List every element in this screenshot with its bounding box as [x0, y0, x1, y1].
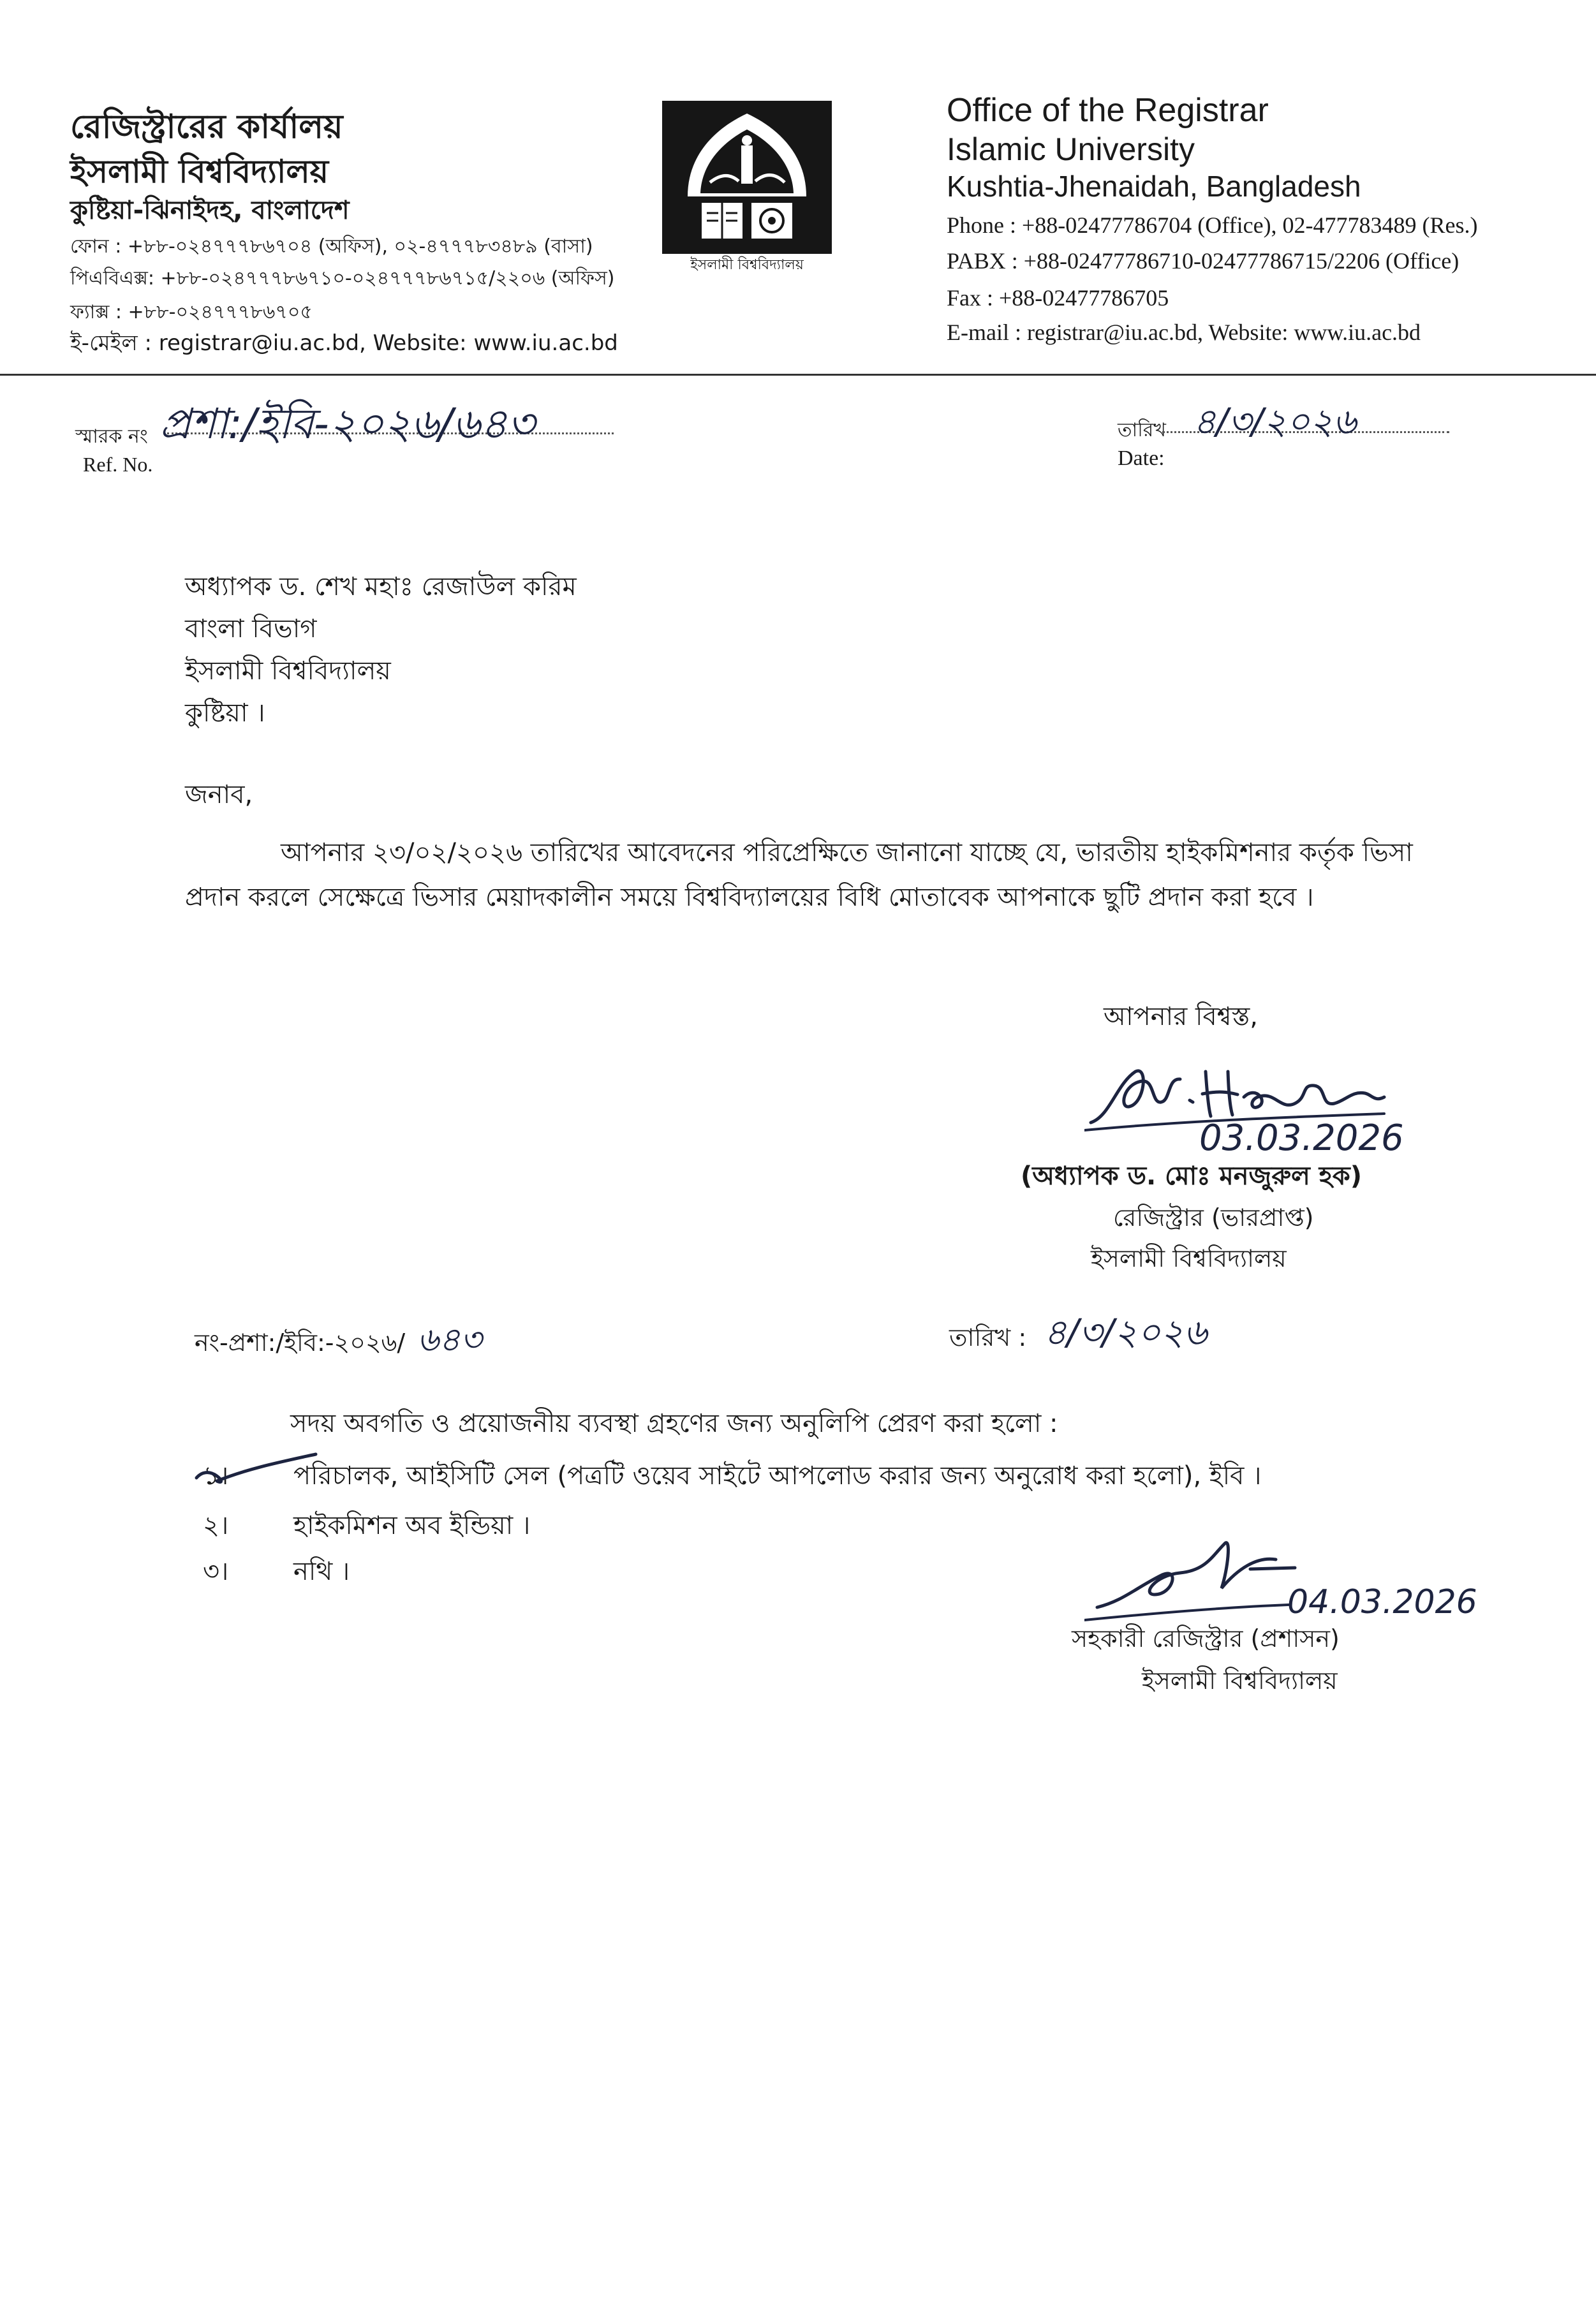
header-university-en: Islamic University — [947, 131, 1195, 167]
date-label-bn: তারিখ — [1118, 419, 1166, 441]
university-emblem-icon — [662, 101, 832, 254]
asst-registrar-designation: সহকারী রেজিস্ট্রার (প্রশাসন) — [1072, 1625, 1340, 1653]
logo-caption: ইসলামী বিশ্ববিদ্যালয় — [690, 257, 804, 273]
recipient-city: কুষ্টিয়া । — [185, 698, 265, 728]
header-phone-bn: ফোন : +৮৮-০২৪৭৭৭৮৬৭০৪ (অফিস), ০২-৪৭৭৭৮৩৪৮৯ (বাসা) — [70, 235, 593, 258]
recipient-department: বাংলা বিভাগ — [185, 614, 317, 644]
tick-mark-icon — [191, 1449, 319, 1494]
header-divider — [0, 374, 1596, 376]
date-handwritten: ৪/৩/২০২৬ — [1193, 401, 1357, 443]
university-logo — [662, 101, 832, 254]
signer-name: (অধ্যাপক ড. মোঃ মনজুরুল হক) — [1021, 1161, 1363, 1191]
asst-registrar-institution: ইসলামী বিশ্ববিদ্যালয় — [1142, 1667, 1338, 1695]
ref-label-en: Ref. No. — [83, 453, 153, 476]
memo-date-label: তারিখ : — [949, 1323, 1027, 1352]
copy-item-number: ৩। — [203, 1557, 229, 1586]
ref-number-handwritten: প্রশা:/ইবি-২০২৬/৬৪৩ — [159, 399, 535, 448]
header-office-bn: রেজিস্ট্রারের কার্যালয় — [70, 108, 343, 146]
copy-item-number: ১। — [203, 1461, 229, 1491]
ref-label-bn: স্মারক নং — [75, 425, 148, 448]
signature2-date: 04.03.2026 — [1287, 1583, 1477, 1621]
header-email-en: E-mail : registrar@iu.ac.bd, Website: www.iu.ac.bd — [947, 320, 1421, 345]
memo-date-handwritten: ৪/৩/২০২৬ — [1044, 1312, 1208, 1353]
header-email-bn: ই-মেইল : registrar@iu.ac.bd, Website: www.iu.ac.bd — [70, 330, 618, 356]
header-pabx-en: PABX : +88-02477786710-02477786715/2206 (Office) — [947, 248, 1459, 274]
header-office-en: Office of the Registrar — [947, 92, 1269, 129]
header-university-bn: ইসলামী বিশ্ববিদ্যালয় — [70, 153, 329, 190]
date-label-en: Date: — [1118, 446, 1165, 470]
memo-number-handwritten: ৬৪৩ — [417, 1321, 482, 1359]
header-fax-en: Fax : +88-02477786705 — [947, 285, 1169, 311]
signer-designation: রেজিস্ট্রার (ভারপ্রাপ্ত) — [1113, 1204, 1314, 1232]
copy-item-text: পরিচালক, আইসিটি সেল (পত্রটি ওয়েব সাইটে আপলোড করার জন্য অনুরোধ করা হলো), ইবি । — [293, 1461, 1262, 1491]
header-location-bn: কুষ্টিয়া-ঝিনাইদহ, বাংলাদেশ — [70, 196, 350, 225]
copy-item-text: হাইকমিশন অব ইন্ডিয়া । — [293, 1511, 531, 1540]
header-pabx-bn: পিএবিএক্স: +৮৮-০২৪৭৭৭৮৬৭১০-০২৪৭৭৭৮৬৭১৫/২২০৬ (অফিস) — [70, 267, 615, 290]
header-location-en: Kushtia-Jhenaidah, Bangladesh — [947, 170, 1361, 203]
copy-item-number: ২। — [203, 1511, 229, 1540]
closing: আপনার বিশ্বস্ত, — [1104, 1002, 1259, 1031]
signature1-date: 03.03.2026 — [1199, 1117, 1404, 1159]
recipient-institution: ইসলামী বিশ্ববিদ্যালয় — [185, 656, 391, 686]
signer-institution: ইসলামী বিশ্ববিদ্যালয় — [1091, 1244, 1287, 1272]
recipient-name: অধ্যাপক ড. শেখ মহাঃ রেজাউল করিম — [185, 572, 577, 601]
memo-number-label: নং-প্রশা:/ইবি:-২০২৬/ — [195, 1329, 406, 1357]
copy-intro: সদয় অবগতি ও প্রয়োজনীয় ব্যবস্থা গ্রহণের জন্য অনুলিপি প্রেরণ করা হলো : — [290, 1409, 1058, 1438]
letter-body: আপনার ২৩/০২/২০২৬ তারিখের আবেদনের পরিপ্রেক্ষিতে জানানো যাচ্ছে যে, ভারতীয় হাইকমিশনার কর্তৃক ভিসা প্রদান করলে সেক্ষেত্রে ভিসার মেয়াদকালীন সময়ে বিশ্ববিদ্যালয়ের বিধি মোতাবেক আপনাকে ছুটি প্রদান করা হবে । — [185, 838, 1413, 912]
header-phone-en: Phone : +88-02477786704 (Office), 02-477783489 (Res.) — [947, 212, 1478, 238]
salutation: জনাব, — [185, 780, 253, 809]
copy-item-text: নথি । — [293, 1557, 350, 1586]
header-fax-bn: ফ্যাক্স : +৮৮-০২৪৭৭৭৮৬৭০৫ — [70, 301, 313, 323]
